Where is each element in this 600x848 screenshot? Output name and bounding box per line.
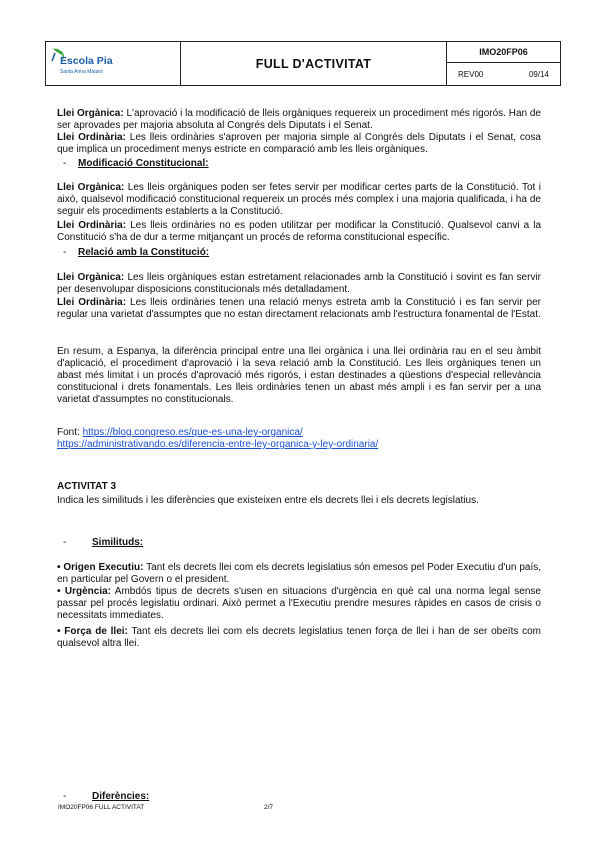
similitud-urgencia: • Urgència: Ambdós tipus de decrets s'usen en situacions d'urgència en què cal una norma legal sense passar pel procés legislatiu ordinari. Això permet a l'Executiu prendre mesures ràpides en casos de crisis o necessitats immediates. [57, 586, 541, 621]
bullet-dash: - [63, 247, 67, 258]
paragraph-organica-modificacio: Llei Orgànica: Les lleis orgàniques poden ser fetes servir per modificar certes parts de la Constitució. Tot i això, qualsevol modificació constitucional requereix un procés més complex i una majoria qualificada, i ha de seguir els procediments establerts a la Constitució. [57, 182, 541, 217]
activity-prompt: Indica les similituds i les diferències que existeixen entre els decrets llei i els decrets legislatius. [57, 495, 479, 506]
paragraph-summary: En resum, a Espanya, la diferència principal entre una llei orgànica i una llei ordinària rau en el seu àmbit d'aplicació, el procediment d'aprovació i la seva relació amb la Constitució. Les lleis orgàniques tenen un abast més limitat i un procés d'aprovació més rigorós, i estan destinades a qüestions d'especial rellevància constitucional i drets fonamentals. Les lleis ordinàries tenen un abast més ampli i es fan servir per a una varietat d'assumptes no constitucionals. [57, 346, 541, 405]
similitud-origen-executiu: • Origen Executiu: Tant els decrets llei com els decrets legislatius són emesos pel Poder Executiu d'un país, en particular pel Govern o el president. [57, 562, 541, 585]
bullet-dash: - [63, 791, 67, 802]
paragraph-ordinaria-relacio: Llei Ordinària: Les lleis ordinàries tenen una relació menys estreta amb la Constitució i es fan servir per regular una varietat d'assumptes que no estan directament relacionats amb l'estructura fonamental de l'Estat. [57, 297, 541, 320]
code-cell [447, 42, 560, 85]
revision-row [447, 63, 560, 85]
heading-diferencies: Diferències: [92, 791, 150, 802]
paragraph-ordinaria-aprovacio: Llei Ordinària: Les lleis ordinàries s'aproven per majoria simple al Congrés dels Diputats i el Senat, cosa que implica un procediment menys estricte en comparació amb les lleis orgàniques. [57, 132, 541, 155]
paragraph-organica-relacio: Llei Orgànica: Les lleis orgàniques estan estretament relacionades amb la Constitució i sovint es fan servir per desenvolupar disposicions constitucionals més detalladament. [57, 272, 542, 295]
heading-modificacio-constitucional: Modificació Constitucional: [78, 158, 209, 169]
heading-similituds: Similituds: [92, 537, 144, 548]
activity-title: ACTIVITAT 3 [57, 481, 117, 492]
logo-name: Escola Pia [60, 55, 113, 67]
document-code: IMO20FP06 [447, 42, 560, 63]
document-header [45, 41, 561, 86]
bullet-dash: - [63, 537, 67, 548]
title-cell [181, 42, 447, 85]
logo-subtitle: Santa Anna Mataró [60, 69, 103, 75]
bullet-dash: - [63, 158, 67, 169]
sources: Font: https://blog.congreso.es/que-es-una-ley-organica/ https://administrativando.es/diferencia-entre-ley-organica-y-ley-ordinaria/ [57, 427, 379, 450]
revision: REV00 [458, 69, 484, 79]
document-title: FULL D'ACTIVITAT [255, 56, 372, 71]
source-link-1[interactable]: https://blog.congreso.es/que-es-una-ley-organica/ [82, 427, 303, 438]
heading-relacio-constitucio: Relació amb la Constitució: [78, 247, 210, 258]
header-page: 09/14 [528, 69, 549, 79]
paragraph-organica-aprovacio: Llei Orgànica: L'aprovació i la modificació de lleis orgàniques requereix un procediment més rigorós. Han de ser aprovades per majoria absoluta al Congrés dels Diputats i el Senat. [57, 108, 541, 131]
source-link-2[interactable]: https://administrativando.es/diferencia-entre-ley-organica-y-ley-ordinaria/ [57, 439, 379, 450]
footer-page: 2/7 [264, 804, 274, 811]
logo-cell [46, 42, 181, 85]
paragraph-ordinaria-modificacio: Llei Ordinària: Les lleis ordinàries no es poden utilitzar per modificar la Constitució. Qualsevol canvi a la Constitució s'ha de dur a terme mitjançant un procés de reforma constitucional específic. [57, 220, 542, 243]
footer-code: IMO20FP06 FULL ACTIVITAT [58, 804, 145, 811]
similitud-forca-llei: • Força de llei: Tant els decrets llei com els decrets legislatius tenen força de llei i han de ser obeïts com qualsevol altra llei. [57, 626, 541, 649]
